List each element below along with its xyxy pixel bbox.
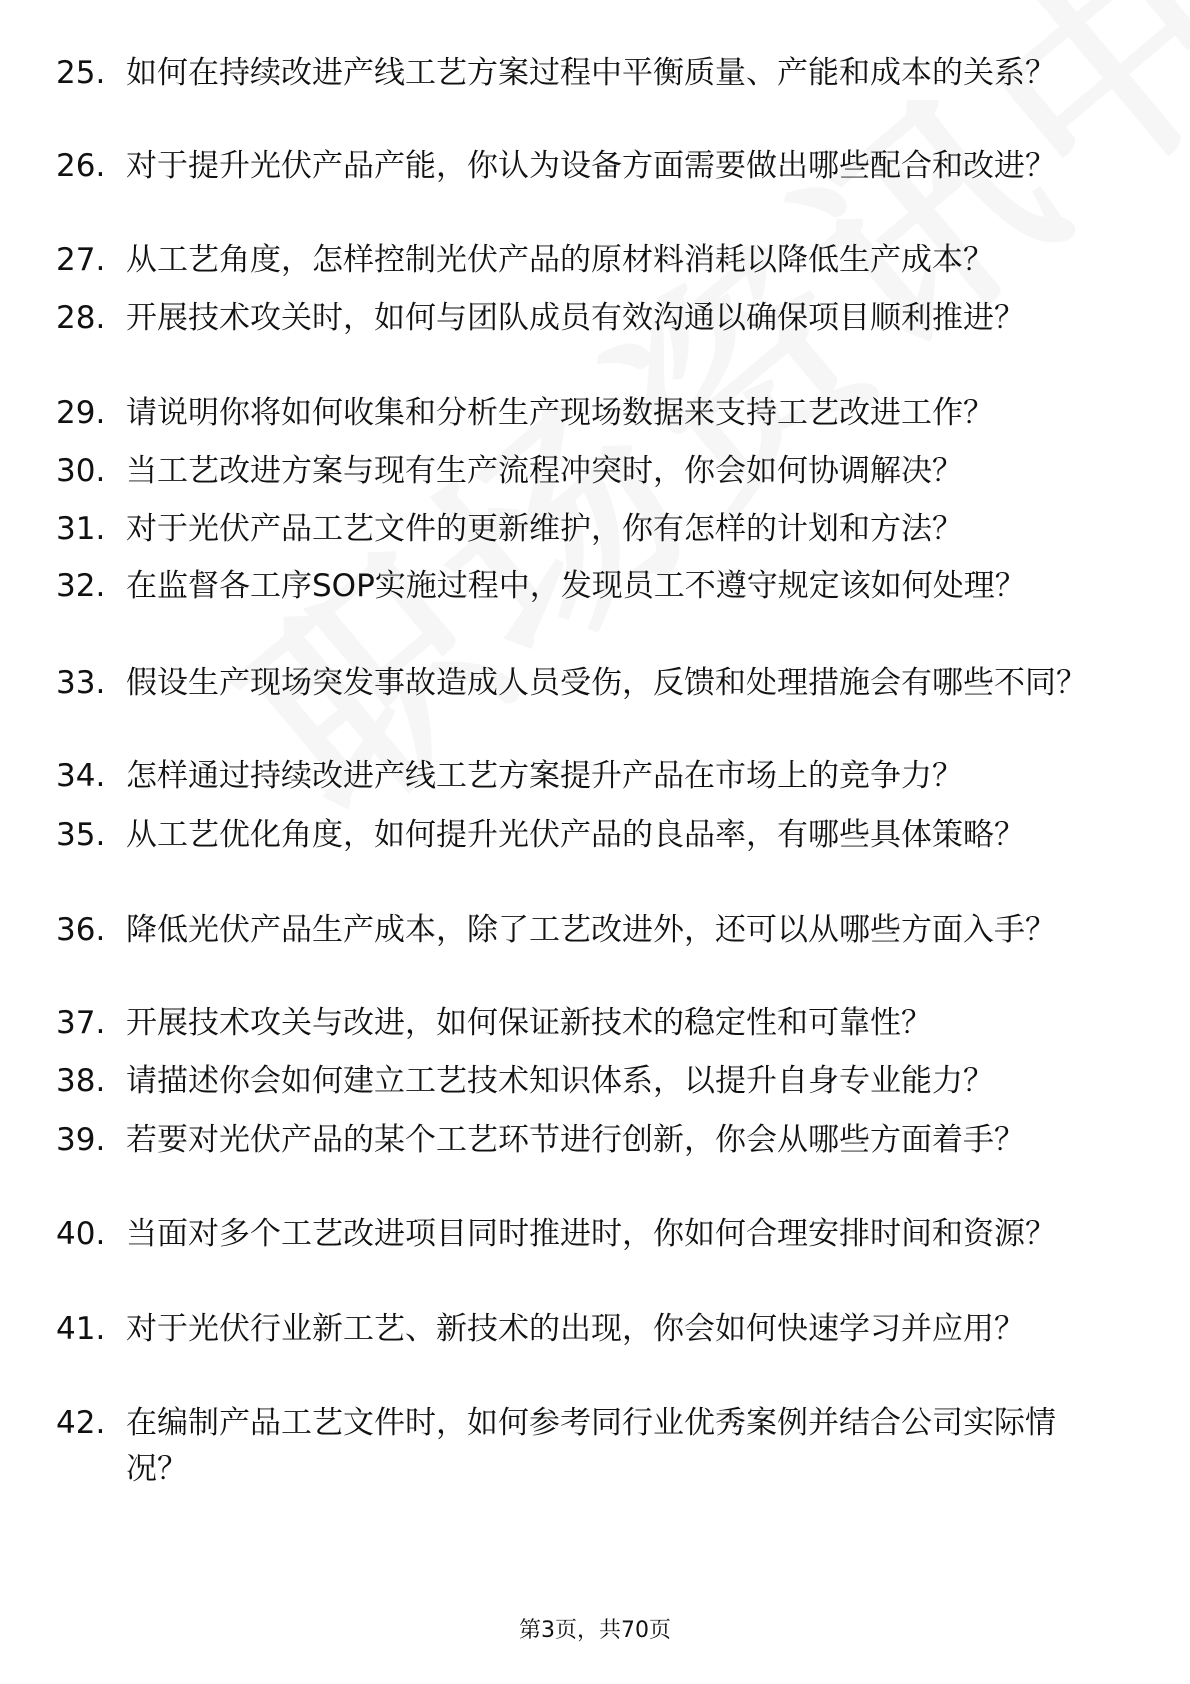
question-number: 40. [56,1216,106,1252]
question-number: 31. [56,511,106,547]
question-text: 假设生产现场突发事故造成人员受伤，反馈和处理措施会有哪些不同？ [126,665,1087,701]
question-text: 怎样通过持续改进产线工艺方案提升产品在市场上的竞争力？ [126,758,963,794]
question-number: 41. [56,1311,106,1347]
question-text: 对于光伏产品工艺文件的更新维护，你有怎样的计划和方法？ [126,511,963,547]
question-text: 请说明你将如何收集和分析生产现场数据来支持工艺改进工作？ [126,395,994,431]
question-number: 39. [56,1122,106,1158]
question-text: 降低光伏产品生产成本，除了工艺改进外，还可以从哪些方面入手？ [126,912,1056,948]
question-text: 在编制产品工艺文件时，如何参考同行业优秀案例并结合公司实际情况？ [126,1405,1056,1487]
question-number: 32. [56,568,106,604]
question-text: 开展技术攻关与改进，如何保证新技术的稳定性和可靠性？ [126,1005,932,1041]
question-text: 当面对多个工艺改进项目同时推进时，你如何合理安排时间和资源？ [126,1216,1056,1252]
question-text: 从工艺优化角度，如何提升光伏产品的良品率，有哪些具体策略？ [126,817,1025,853]
question-number: 36. [56,912,106,948]
page-number: 第3页，共70页 [519,1618,671,1643]
question-number: 42. [56,1405,106,1441]
question-number: 38. [56,1063,106,1099]
question-text: 若要对光伏产品的某个工艺环节进行创新，你会从哪些方面着手？ [126,1122,1025,1158]
question-number: 33. [56,665,106,701]
question-number: 37. [56,1005,106,1041]
question-text: 在监督各工序SOP实施过程中，发现员工不遵守规定该如何处理？ [126,568,1026,604]
question-number: 34. [56,758,106,794]
question-number: 26. [56,148,106,184]
question-text: 开展技术攻关时，如何与团队成员有效沟通以确保项目顺利推进？ [126,300,1025,336]
question-text: 对于光伏行业新工艺、新技术的出现，你会如何快速学习并应用？ [126,1311,1025,1347]
question-text: 当工艺改进方案与现有生产流程冲突时，你会如何协调解决？ [126,453,963,489]
question-text: 从工艺角度，怎样控制光伏产品的原材料消耗以降低生产成本？ [126,242,994,278]
question-number: 29. [56,395,106,431]
question-number: 25. [56,55,106,91]
question-number: 35. [56,817,106,853]
question-number: 28. [56,300,106,336]
question-number: 27. [56,242,106,278]
watermark [170,0,1190,874]
question-text: 请描述你会如何建立工艺技术知识体系，以提升自身专业能力？ [126,1063,994,1099]
question-text: 对于提升光伏产品产能，你认为设备方面需要做出哪些配合和改进？ [126,148,1056,184]
question-number: 30. [56,453,106,489]
question-text: 如何在持续改进产线工艺方案过程中平衡质量、产能和成本的关系？ [126,55,1056,91]
